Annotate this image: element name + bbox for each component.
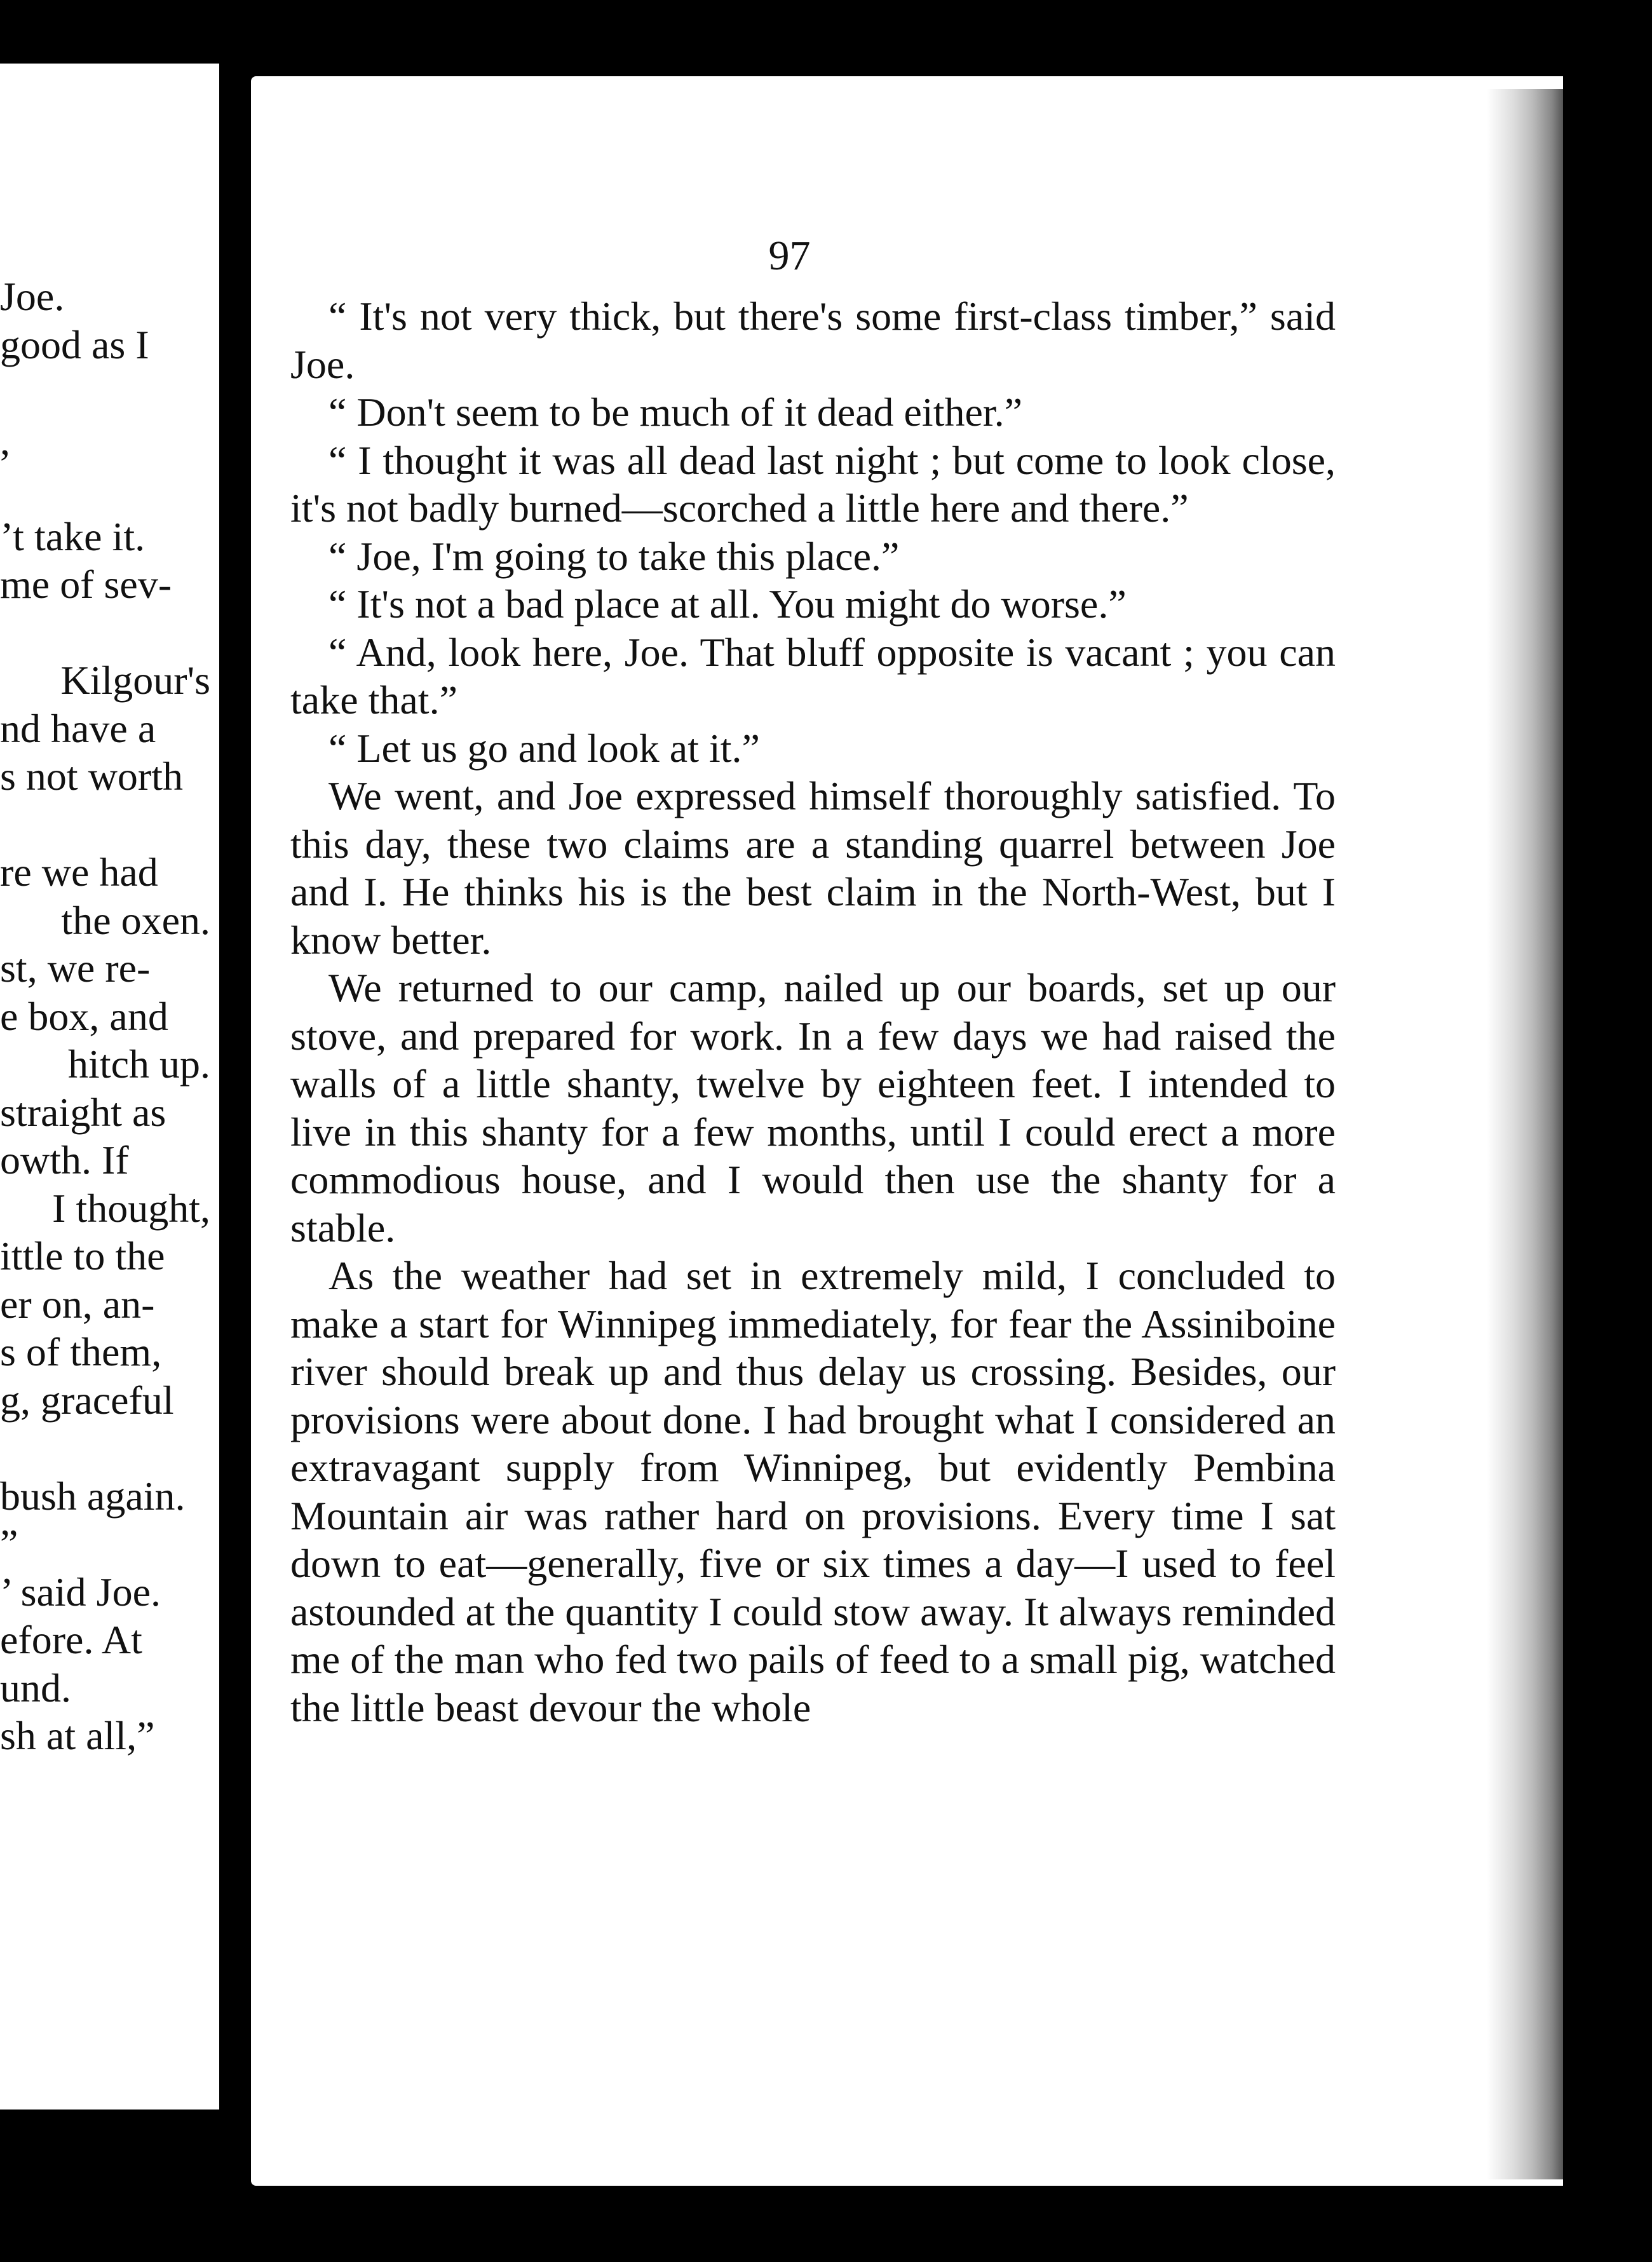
paragraph: “ And, look here, Joe. That bluff opposite is vacant ; you can take that.”: [290, 629, 1336, 722]
left-page-text-fragment: st, we re-: [0, 945, 151, 991]
left-page-text-fragment: Kilgour's: [60, 658, 210, 703]
left-page-text-fragment: the oxen.: [61, 897, 210, 943]
page-body-text: [290, 292, 1336, 1731]
left-page-text-fragment: owth. If: [0, 1137, 129, 1182]
left-page-text-fragment: s of them,: [0, 1329, 162, 1374]
paragraph: “ Let us go and look at it.”: [328, 725, 760, 771]
left-page-text-fragment: g, graceful: [0, 1377, 174, 1423]
left-page-text-fragment: straight as: [0, 1089, 166, 1135]
page-edge-shadow: [1487, 89, 1563, 2179]
left-page-text-fragment: ,: [0, 417, 10, 463]
paragraph: “ Joe, I'm going to take this place.”: [328, 533, 900, 579]
right-page: [251, 76, 1563, 2186]
left-page-text-fragment: hitch up.: [68, 1041, 210, 1087]
left-page-text-fragment: good as I: [0, 322, 149, 367]
paragraph: “ It's not very thick, but there's some first-class timber,” said Joe.: [290, 294, 1336, 387]
left-page-text-fragment: und.: [0, 1665, 71, 1710]
paragraph: As the weather had set in extremely mild, I concluded to make a start for Winnipeg immediately, for fear the Assiniboine river should break up and thus delay us crossing. Besides, our provisions were about done. I had brought what I considered an extravagant supply from Winnipeg, but evidently Pembina Mountain air was rather hard on provisions. Every time I sat down to eat—generally, five or six times a day—I used to feel astounded at the quantity I could stow away. It always reminded me of the man who fed two pails of feed to a small pig, watched the little beast devour the whole: [290, 1253, 1336, 1730]
left-page-text-fragment: efore. At: [0, 1617, 142, 1662]
left-page-text-fragment: s not worth: [0, 754, 183, 799]
left-page-text-fragment: re we had: [0, 850, 158, 895]
left-page-text-fragment: I thought,: [52, 1185, 210, 1231]
paragraph: “ It's not a bad place at all. You might do worse.”: [328, 581, 1127, 626]
left-page-text-fragment: me of sev-: [0, 562, 172, 607]
paragraph: “ I thought it was all dead last night ; but come to look close, it's not badly burned—scorched a little here and there.”: [290, 437, 1336, 531]
left-page-text-fragment: ’t take it.: [0, 513, 146, 559]
left-page-text-fragment: ’ said Joe.: [0, 1569, 161, 1615]
left-page-text-fragment: er on, an-: [0, 1281, 155, 1327]
paragraph: We went, and Joe expressed himself thoroughly satisfied. To this day, these two claims are a standing quarrel between Joe and I. He thinks his is the best claim in the North-West, but I know better.: [290, 773, 1336, 963]
left-facing-page: [0, 64, 219, 2110]
left-page-text-fragment: bush again.: [0, 1473, 186, 1519]
left-page-text-fragment: ittle to the: [0, 1233, 165, 1278]
paragraph: We returned to our camp, nailed up our boards, set up our stove, and prepared for work. In a few days we had raised the walls of a little shanty, twelve by eighteen feet. I intended to live in this shanty for a few months, until I could erect a more commodious house, and I would then use the shanty for a stable.: [290, 965, 1336, 1250]
left-page-text-fragment: nd have a: [0, 705, 156, 751]
left-page-text-fragment: Joe.: [0, 274, 65, 319]
left-page-text-fragment: sh at all,”: [0, 1713, 155, 1758]
left-page-text-fragment: e box, and: [0, 993, 168, 1039]
left-page-text-fragment: ”: [0, 1521, 18, 1566]
page-number: 97: [768, 233, 811, 279]
paragraph: “ Don't seem to be much of it dead either.”: [328, 389, 1023, 435]
